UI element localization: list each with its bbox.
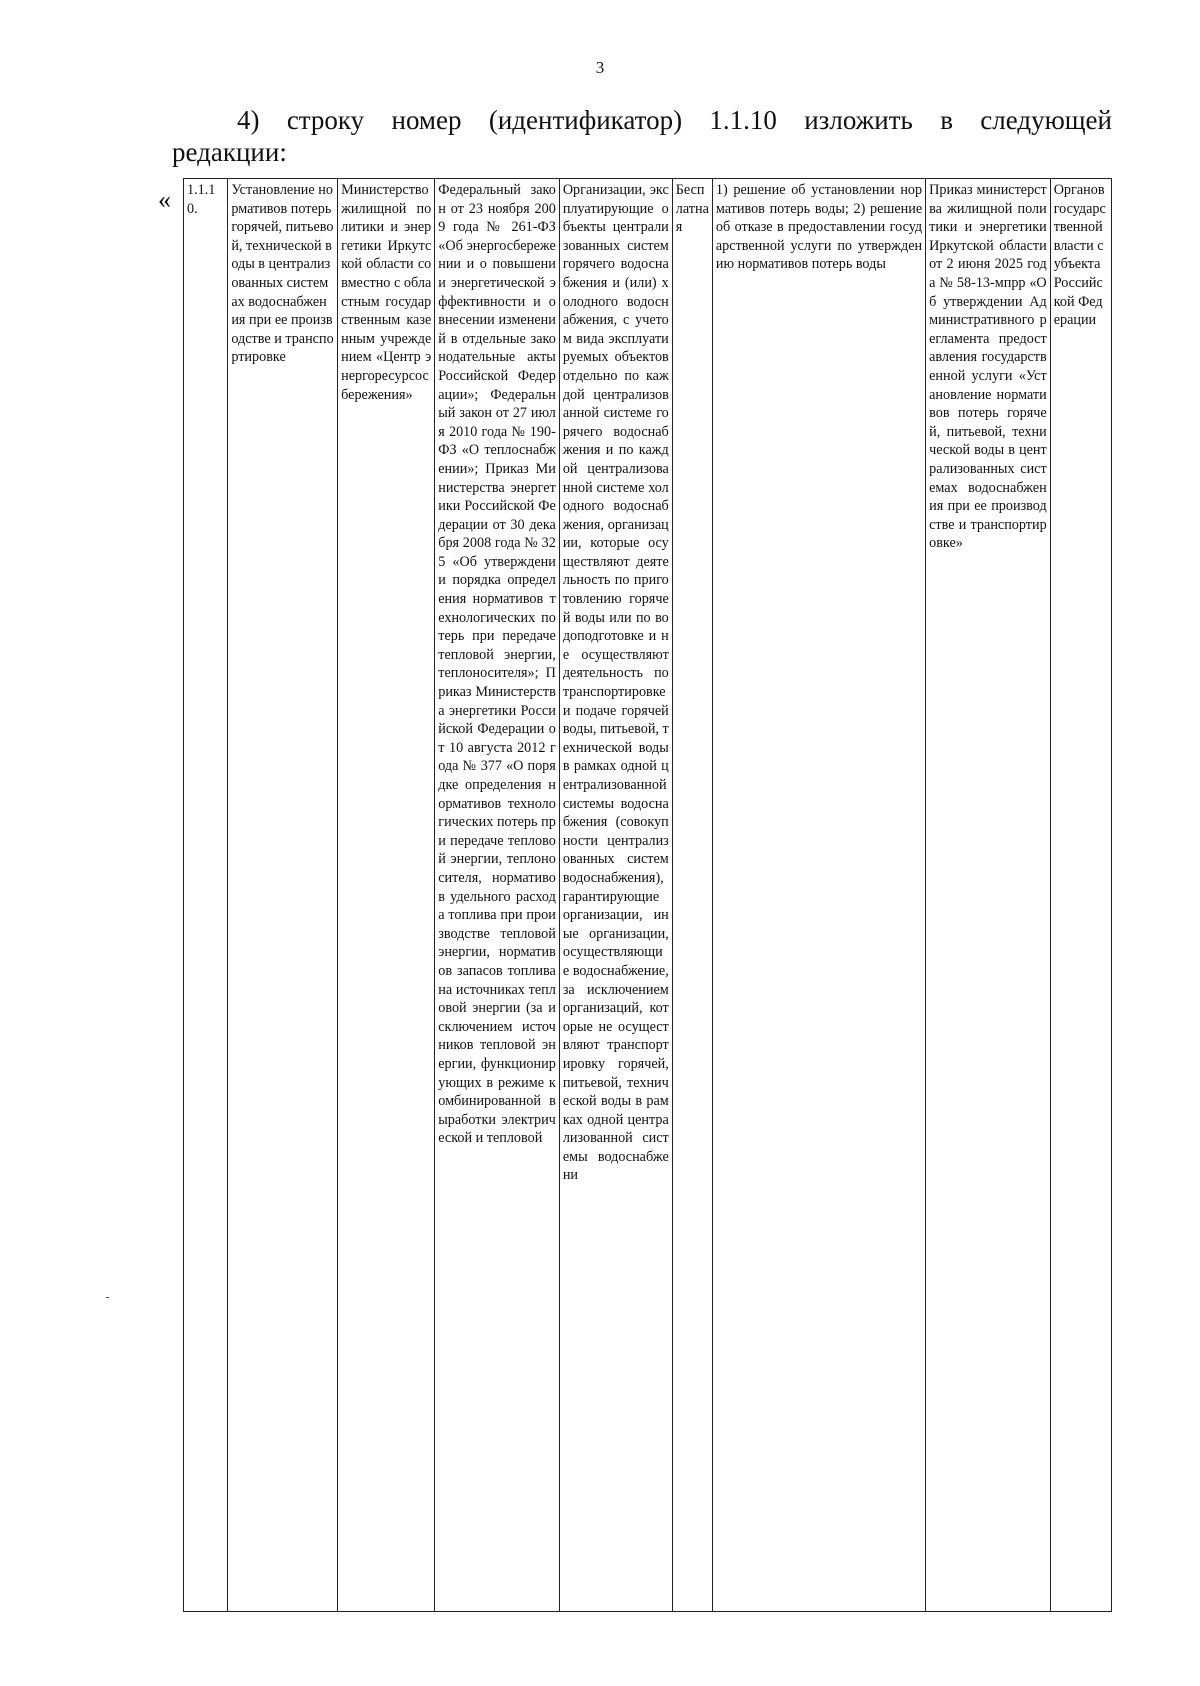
table-row [184,179,1112,1612]
amendment-instruction [172,104,1112,168]
instruction-line-1: 4) строку номер (идентификатор) 1.1.10 изложить в следующей [237,105,1112,135]
cell-applicants: Организации, эксплуатирующие объекты централизованных систем горячего водоснабжения и (или) холодного водоснабжения, с учетом вида эксплуатируемых объектов отдельно по каждой централизованной системе горячего водоснабжения и по каждой централизованной системе холодного водоснабжения, организации, которые осуществляют деятельность по приготовлению горячей воды или по водоподготовке и не осуществляют деятельность по транспортировке и подаче горячей воды, питьевой, технической воды в рамках одной централизованной системы водоснабжения (совокупности централизованных систем водоснабжения), гарантирующие организации, иные организации, осуществляющие водоснабжение, за исключением организаций, которые не осуществляют транспортировку горячей, питьевой, технической воды в рамках одной централизованной системы водоснабжени [559,179,672,1612]
instruction-line-2: редакции: [172,137,287,167]
cell-responsible: Министерство жилищной политики и энергетики Иркутской области совместно с областным государственным казенным учреждением «Центр энергоресурсосбережения» [338,179,435,1612]
cell-id: 1.1.10. [184,179,228,1612]
scan-speck [106,1297,109,1298]
cell-service-name: Установление нормативов потерь горячей, питьевой, технической воды в централизованных системах водоснабжения при ее производстве и транспортировке [228,179,338,1612]
cell-regulation: Приказ министерства жилищной политики и энергетики Иркутской области от 2 июня 2025 года № 58-13-мпрр «Об утверждении Административного регламента предоставления государственной услуги «Установление нормативов потерь горячей, питьевой, технической воды в централизованных системах водоснабжения при ее производстве и транспортировке» [926,179,1051,1612]
cell-legal-basis: Федеральный закон от 23 ноября 2009 года № 261-ФЗ «Об энергосбережении и о повышении энергетической эффективности и о внесении изменений в отдельные законодательные акты Российской Федерации»; Федеральный закон от 27 июля 2010 года № 190-ФЗ «О теплоснабжении»; Приказ Министерства энергетики Российской Федерации от 30 декабря 2008 года № 325 «Об утверждении порядка определения нормативов технологических потерь при передаче тепловой энергии, теплоносителя»; Приказ Министерства энергетики Российской Федерации от 10 августа 2012 года № 377 «О порядке определения нормативов технологических потерь при передаче тепловой энергии, теплоносителя, нормативов удельного расхода топлива при производстве тепловой энергии, нормативов запасов топлива на источниках тепловой энергии (за исключением источников тепловой энергии, функционирующих в режиме комбинированной выработки электрической и тепловой [435,179,560,1612]
page-number: 3 [595,58,605,77]
cell-authority: Органов государственной власти субъекта Российской Федерации [1050,179,1111,1612]
cell-result: 1) решение об установлении нормативов потерь воды; 2) решение об отказе в предоставлении государственной услуги по утверждению нормативов потерь воды [712,179,925,1612]
amendment-table [183,178,1112,1612]
opening-quote-mark: « [158,185,171,214]
cell-fee: Бесплатная [672,179,712,1612]
